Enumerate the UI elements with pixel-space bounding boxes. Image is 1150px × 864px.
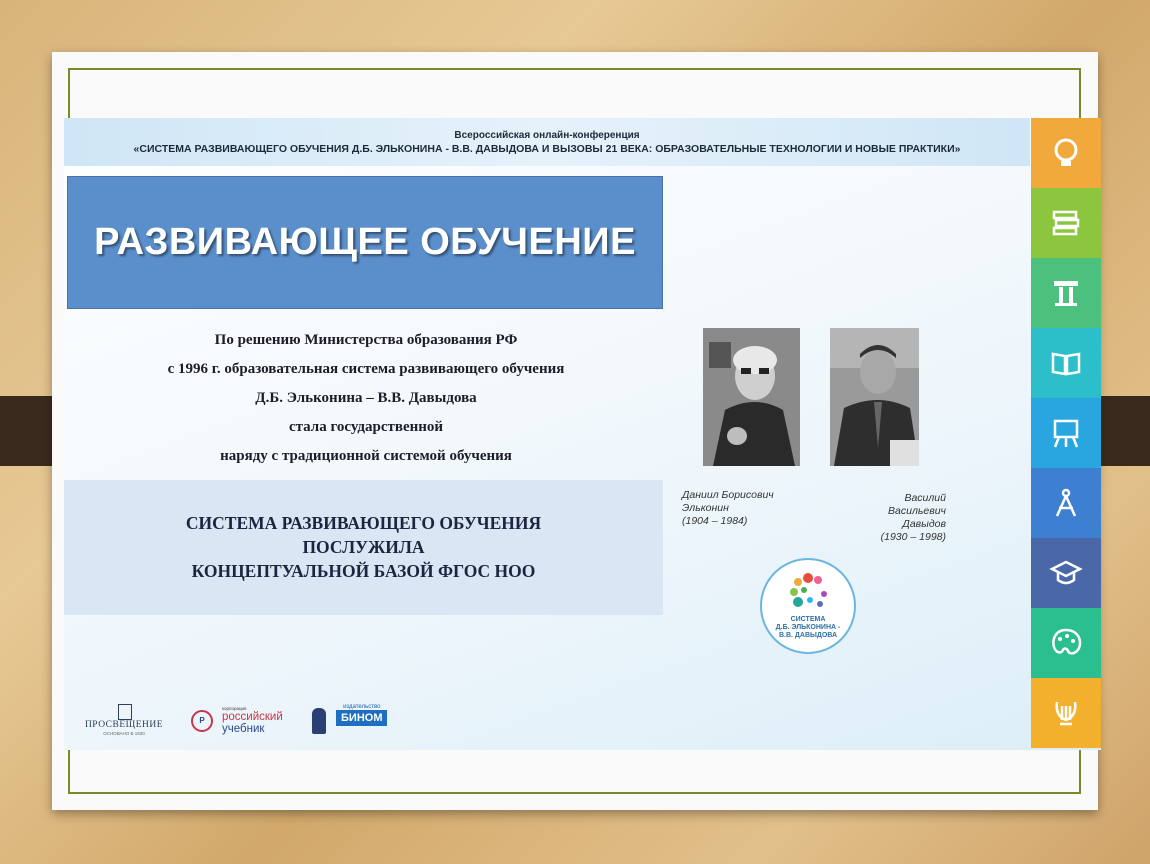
caption-surname: Давыдов	[902, 518, 946, 530]
subject-tiles	[1031, 118, 1101, 750]
portrait-davydov	[830, 328, 919, 466]
caption-surname: Эльконин	[682, 502, 729, 514]
column-icon	[1031, 258, 1101, 328]
ru-logo-icon: Р	[191, 710, 213, 732]
prosveshchenie-mark-icon	[118, 704, 132, 720]
banner-line1: Всероссийская онлайн-конференция	[454, 130, 640, 141]
books-icon	[1031, 188, 1101, 258]
title-box	[67, 176, 663, 309]
background-band-right	[1098, 396, 1150, 466]
dots-logo-icon	[762, 560, 854, 616]
decree-line: стала государственной	[288, 419, 444, 435]
binom-logo	[336, 704, 387, 726]
lyre-icon	[1031, 678, 1101, 748]
logo-text	[762, 616, 854, 640]
bulb-icon	[1031, 118, 1101, 188]
system-line: ПОСЛУЖИЛА	[302, 537, 425, 557]
decree-line: наряду с традиционной системой обучения	[220, 448, 512, 464]
binom-figure-icon	[312, 708, 326, 734]
caption-name: Василий Васильевич	[888, 492, 946, 517]
system-line: КОНЦЕПТУАЛЬНОЙ БАЗОЙ ФГОС НОО	[191, 561, 536, 581]
graduation-cap-icon	[1031, 538, 1101, 608]
logo-text-line: СИСТЕМА	[790, 616, 826, 623]
slide-title: РАЗВИВАЮЩЕЕ ОБУЧЕНИЕ	[94, 221, 636, 263]
russian-textbook-logo	[222, 706, 283, 735]
caption-name: Даниил Борисович	[682, 489, 774, 501]
caption-elkonin	[682, 489, 774, 528]
conference-banner	[64, 118, 1030, 166]
book-open-icon	[1031, 328, 1101, 398]
decree-line: с 1996 г. образовательная система развивающего обучения	[167, 361, 565, 377]
decree-text	[64, 326, 668, 471]
prosveshchenie-logo	[74, 706, 174, 742]
caption-years: (1904 – 1984)	[682, 515, 748, 527]
caption-davydov	[844, 492, 946, 544]
slide	[64, 118, 1101, 750]
banner-line2: «СИСТЕМА РАЗВИВАЮЩЕГО ОБУЧЕНИЯ Д.Б. ЭЛЬКОНИНА - В.В. ДАВЫДОВА И ВЫЗОВЫ 21 ВЕКА: ОБРАЗОВАТЕЛЬНЫЕ ТЕХНОЛОГИИ И НОВЫЕ ПРАКТИКИ»	[133, 143, 961, 155]
logo-text-line: Д.Б. ЭЛЬКОНИНА -	[775, 624, 841, 631]
logo-text-line: В.В. ДАВЫДОВА	[778, 632, 838, 639]
system-box	[64, 480, 663, 615]
ru-small-text: корпорация	[222, 706, 247, 711]
system-line: СИСТЕМА РАЗВИВАЮЩЕГО ОБУЧЕНИЯ	[185, 513, 542, 533]
caption-years: (1930 – 1998)	[880, 531, 946, 543]
prosveshchenie-tagline: ОСНОВАНО В 1930	[103, 731, 145, 736]
system-logo	[760, 558, 856, 654]
ru-line2: учебник	[222, 723, 265, 735]
portrait-elkonin	[703, 328, 800, 466]
binom-top-text: издательство	[343, 704, 381, 710]
compass-icon	[1031, 468, 1101, 538]
binom-wordmark: БИНОМ	[336, 710, 387, 726]
decree-line: Д.Б. Эльконина – В.В. Давыдова	[255, 390, 477, 406]
footer-logos	[64, 696, 424, 746]
background-band-left	[0, 396, 52, 466]
palette-icon	[1031, 608, 1101, 678]
ru-line1: российский	[222, 711, 283, 723]
easel-icon	[1031, 398, 1101, 468]
prosveshchenie-wordmark: ПРОСВЕЩЕНИЕ	[84, 720, 164, 730]
decree-line: По решению Министерства образования РФ	[214, 332, 518, 348]
